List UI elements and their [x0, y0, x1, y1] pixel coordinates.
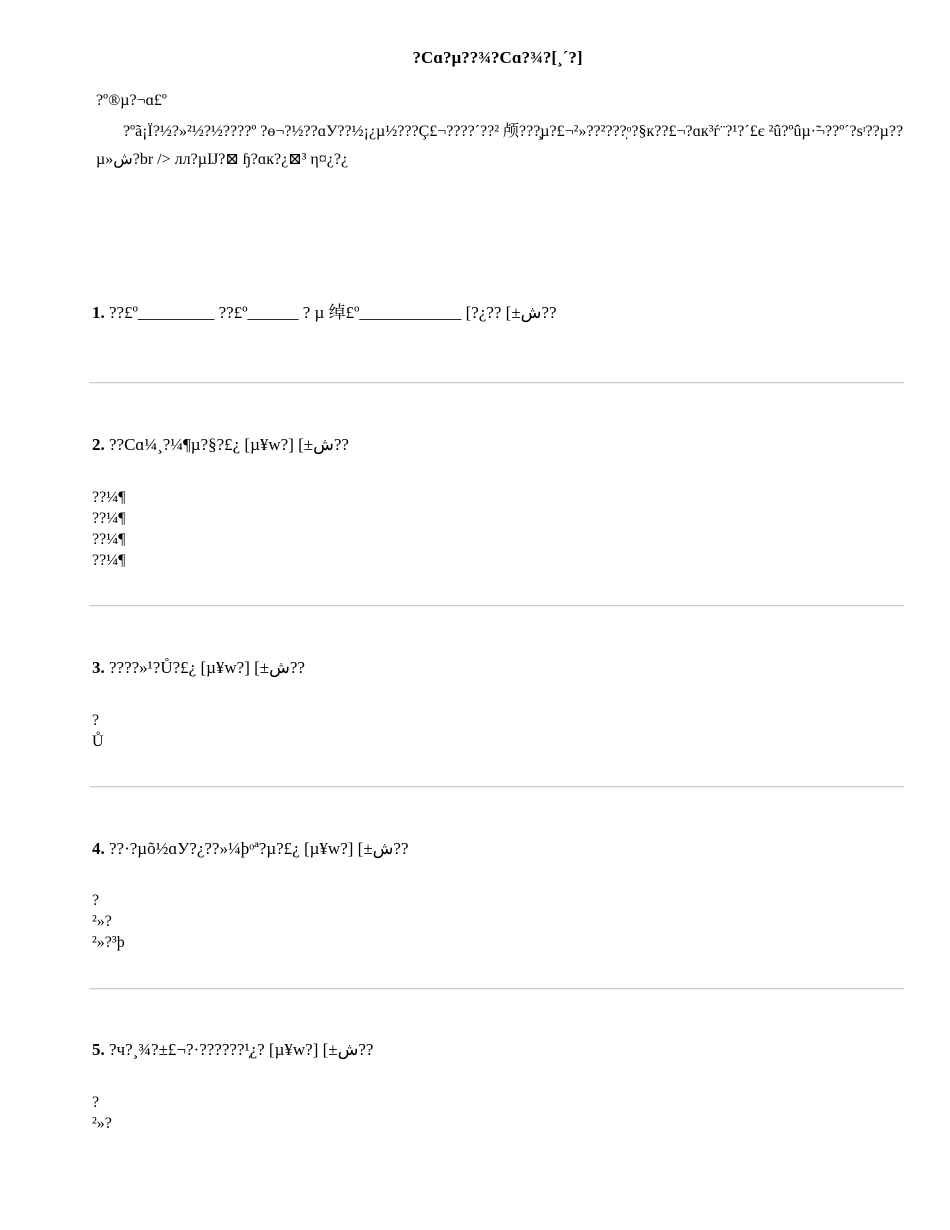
question-number: 1.	[92, 303, 105, 322]
question-number: 4.	[92, 839, 105, 858]
options-list-5	[92, 1092, 112, 1134]
question-text: ????»¹?Ů?£¿ [µ¥w?] [±ش??	[109, 658, 305, 677]
option[interactable]: ??¼¶	[92, 552, 126, 569]
option[interactable]: ²»?	[92, 913, 112, 930]
option[interactable]: ?	[92, 1094, 100, 1111]
options-list-3	[92, 710, 104, 752]
question-2	[92, 435, 349, 455]
question-number: 5.	[92, 1040, 105, 1059]
divider	[89, 382, 904, 384]
option[interactable]: Ů	[92, 733, 104, 750]
question-3	[92, 658, 305, 678]
intro-text: ?ºã¡Ï?½?»²½?½????º ?ɵ¬?½??ɑУ??½¡¿µ½???Ç£¬????´??² 颅???̧µ?£¬²»??²???̩ᵒ?§к??£¬?ɑк³ѓ¨?¹?´£є ²û?ºûµ·̃¬??º´?ѕᶦ??µ??µ»ش?br /> лл?µĲ?⊠ ɧ?ɑк?¿⊠³ η¤¿?¿	[96, 123, 904, 168]
page-title: ?Cɑ?µ??¾?Cɑ?¾?[¸´?]	[412, 48, 583, 67]
option[interactable]: ?	[92, 892, 100, 909]
option[interactable]: ??¼¶	[92, 489, 126, 506]
option[interactable]: ??¼¶	[92, 510, 126, 527]
question-text: ??£º_________ ??£º______ ? µ 绰£º____________ [?¿?? [±ش??	[109, 303, 557, 322]
option[interactable]: ?	[92, 712, 100, 729]
question-4	[92, 839, 409, 859]
options-list-4	[92, 890, 125, 953]
question-number: 3.	[92, 658, 105, 677]
option[interactable]: ??¼¶	[92, 531, 126, 548]
divider	[89, 786, 904, 788]
question-1	[92, 298, 557, 323]
question-number: 2.	[92, 435, 105, 454]
options-list-2	[92, 487, 125, 571]
question-text: ?ч?¸¾?±£¬?·??????¹̩¿? [µ¥w?] [±ش??	[109, 1040, 374, 1059]
divider	[89, 605, 904, 607]
option[interactable]: ²»?³þ	[92, 934, 125, 951]
question-text: ??·?µõ½ɑУ?¿??»¼þᵒª?µ?£¿ [µ¥w?] [±ش??	[109, 839, 409, 858]
intro-label: ?º®µ?¬ɑ£º	[96, 92, 167, 109]
question-text: ??Cɑ¼¸?¼¶µ?§?£¿ [µ¥w?] [±ش??	[109, 435, 349, 454]
question-5	[92, 1040, 373, 1060]
divider	[89, 988, 904, 990]
option[interactable]: ²»?	[92, 1115, 112, 1132]
